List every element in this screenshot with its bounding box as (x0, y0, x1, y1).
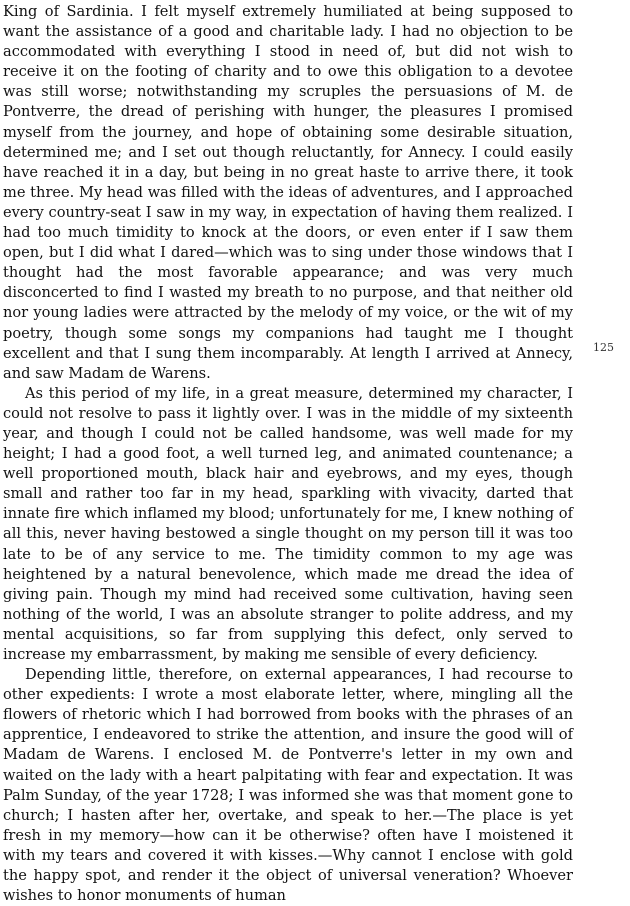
paragraph-1: King of Sardinia. I felt myself extremely humiliated at being supposed to want the assistance of a good and charitable lady. I had no objection to be accommodated with everything I stood in need of, but did not wish to receive it on the footing of charity and to owe this obligation to a devotee was still worse; notwithstanding my scruples the persuasions of M. de Pontverre, the dread of perishing with hunger, the pleasures I promised myself from the journey, and hope of obtaining some desirable situation, determined me; and I set out though reluctantly, for Annecy. I could easily have reached it in a day, but being in no great haste to arrive there, it took me three. My head was filled with the ideas of adventures, and I approached every country-seat I saw in my way, in expectation of having them realized. I had too much timidity to knock at the doors, or even enter if I saw them open, but I did what I dared—which was to sing under those windows that I thought had the most favorable appearance; and was very much disconcerted to find I wasted my breath to no purpose, and that neither old nor young ladies were attracted by the melody of my voice, or the wit of my poetry, though some songs my companions had taught me I thought excellent and that I sung them incomparably. At length I arrived at Annecy, and saw Madam de Warens. (3, 3, 573, 382)
margin-line-number: 125 (593, 341, 614, 354)
body-text (3, 2, 573, 906)
paragraph-2: As this period of my life, in a great measure, determined my character, I could not resolve to pass it lightly over. I was in the middle of my sixteenth year, and though I could not be called handsome, was well made for my height; I had a good foot, a well turned leg, and animated countenance; a well proportioned mouth, black hair and eyebrows, and my eyes, though small and rather too far in my head, sparkling with vivacity, darted that innate fire which inflamed my blood; unfortunately for me, I knew nothing of all this, never having bestowed a single thought on my person till it was too late to be of any service to me. The timidity common to my age was heightened by a natural benevolence, which made me dread the idea of giving pain. Though my mind had received some cultivation, having seen nothing of the world, I was an absolute stranger to polite address, and my mental acquisitions, so far from supplying this defect, only served to increase my embarrassment, by making me sensible of every deficiency. (3, 384, 573, 663)
paragraph-3: Depending little, therefore, on external appearances, I had recourse to other expedients: I wrote a most elaborate letter, where, mingling all the flowers of rhetoric which I had borrowed from books with the phrases of an apprentice, I endeavored to strike the attention, and insure the good will of Madam de Warens. I enclosed M. de Pontverre's letter in my own and waited on the lady with a heart palpitating with fear and expectation. It was Palm Sunday, of the year 1728; I was informed she was that moment gone to church; I hasten after her, overtake, and speak to her.—The place is yet fresh in my memory—how can it be otherwise? often have I moistened it with my tears and covered it with kisses.—Why cannot I enclose with gold the happy spot, and render it the object of universal veneration? Whoever wishes to honor monuments of human (3, 666, 573, 905)
